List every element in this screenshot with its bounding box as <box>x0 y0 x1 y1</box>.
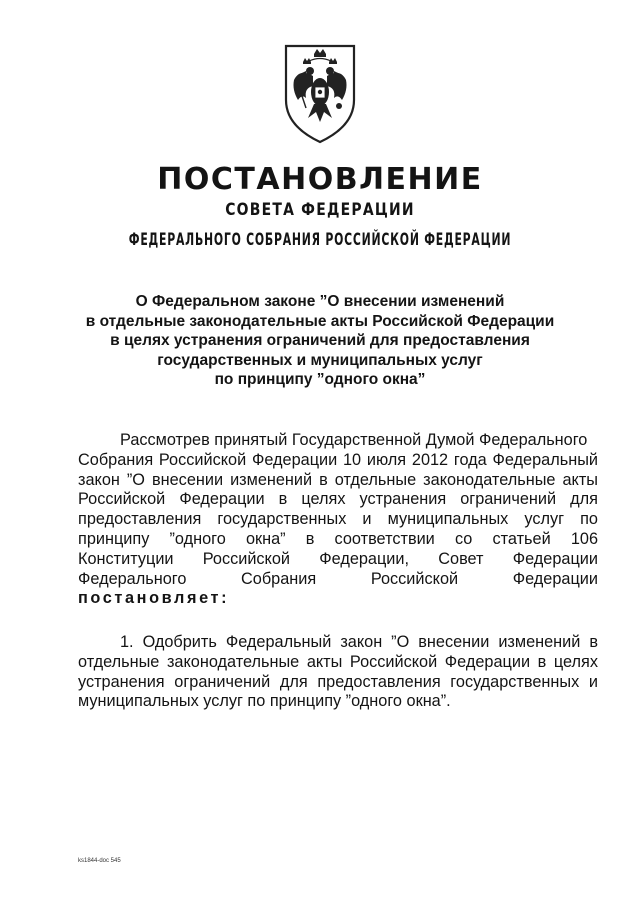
preamble-line: предоставления государственных и муниципальных услуг по <box>78 510 598 529</box>
item-1-line: устранения ограничений для предоставления государственных и <box>78 672 598 691</box>
item-1-line: муниципальных услуг по принципу ”одного окна”. <box>78 692 451 711</box>
subject-line: в целях устранения ограничений для предоставления <box>110 332 530 349</box>
item-1-paragraph <box>78 633 598 712</box>
footer-code: ks1844-doc 545 <box>78 858 121 864</box>
preamble-line: Российской Федерации в целях устранения ограничений для <box>78 490 598 509</box>
item-1-line: отдельные законодательные акты Российской Федерации в целях <box>78 652 598 671</box>
preamble-paragraph <box>78 431 598 609</box>
resolution-subject <box>60 292 580 390</box>
preamble-line: Конституции Российской Федерации, Совет Федерации <box>78 549 598 568</box>
document-subtitle-1: СОВЕТА ФЕДЕРАЦИИ <box>225 200 415 220</box>
resolves-word: постановляет: <box>78 589 230 608</box>
coat-of-arms-icon <box>280 42 360 144</box>
preamble-line: Рассмотрев принятый Государственной Думой Федерального <box>120 431 588 449</box>
item-1-line: 1. Одобрить Федеральный закон ”О внесении изменений в <box>120 633 598 651</box>
subject-line: О Федеральном законе ”О внесении изменений <box>135 293 505 310</box>
subject-line: в отдельные законодательные акты Российской Федерации <box>85 312 555 330</box>
document-title: ПОСТАНОВЛЕНИЕ <box>157 162 483 197</box>
preamble-line: закон ”О внесении изменений в отдельные законодательные акты <box>78 470 598 489</box>
subject-line: государственных и муниципальных услуг <box>157 351 483 369</box>
preamble-line: Федерального Собрания Российской Федерации <box>78 569 598 588</box>
preamble-line: принципу ”одного окна” в соответствии со статьей 106 <box>78 529 598 548</box>
subject-line: по принципу ”одного окна” <box>214 371 426 388</box>
preamble-line: Собрания Российской Федерации 10 июля 2012 года Федеральный <box>78 450 598 469</box>
document-subtitle-2: ФЕДЕРАЛЬНОГО СОБРАНИЯ РОССИЙСКОЙ ФЕДЕРАЦИИ <box>128 230 512 250</box>
